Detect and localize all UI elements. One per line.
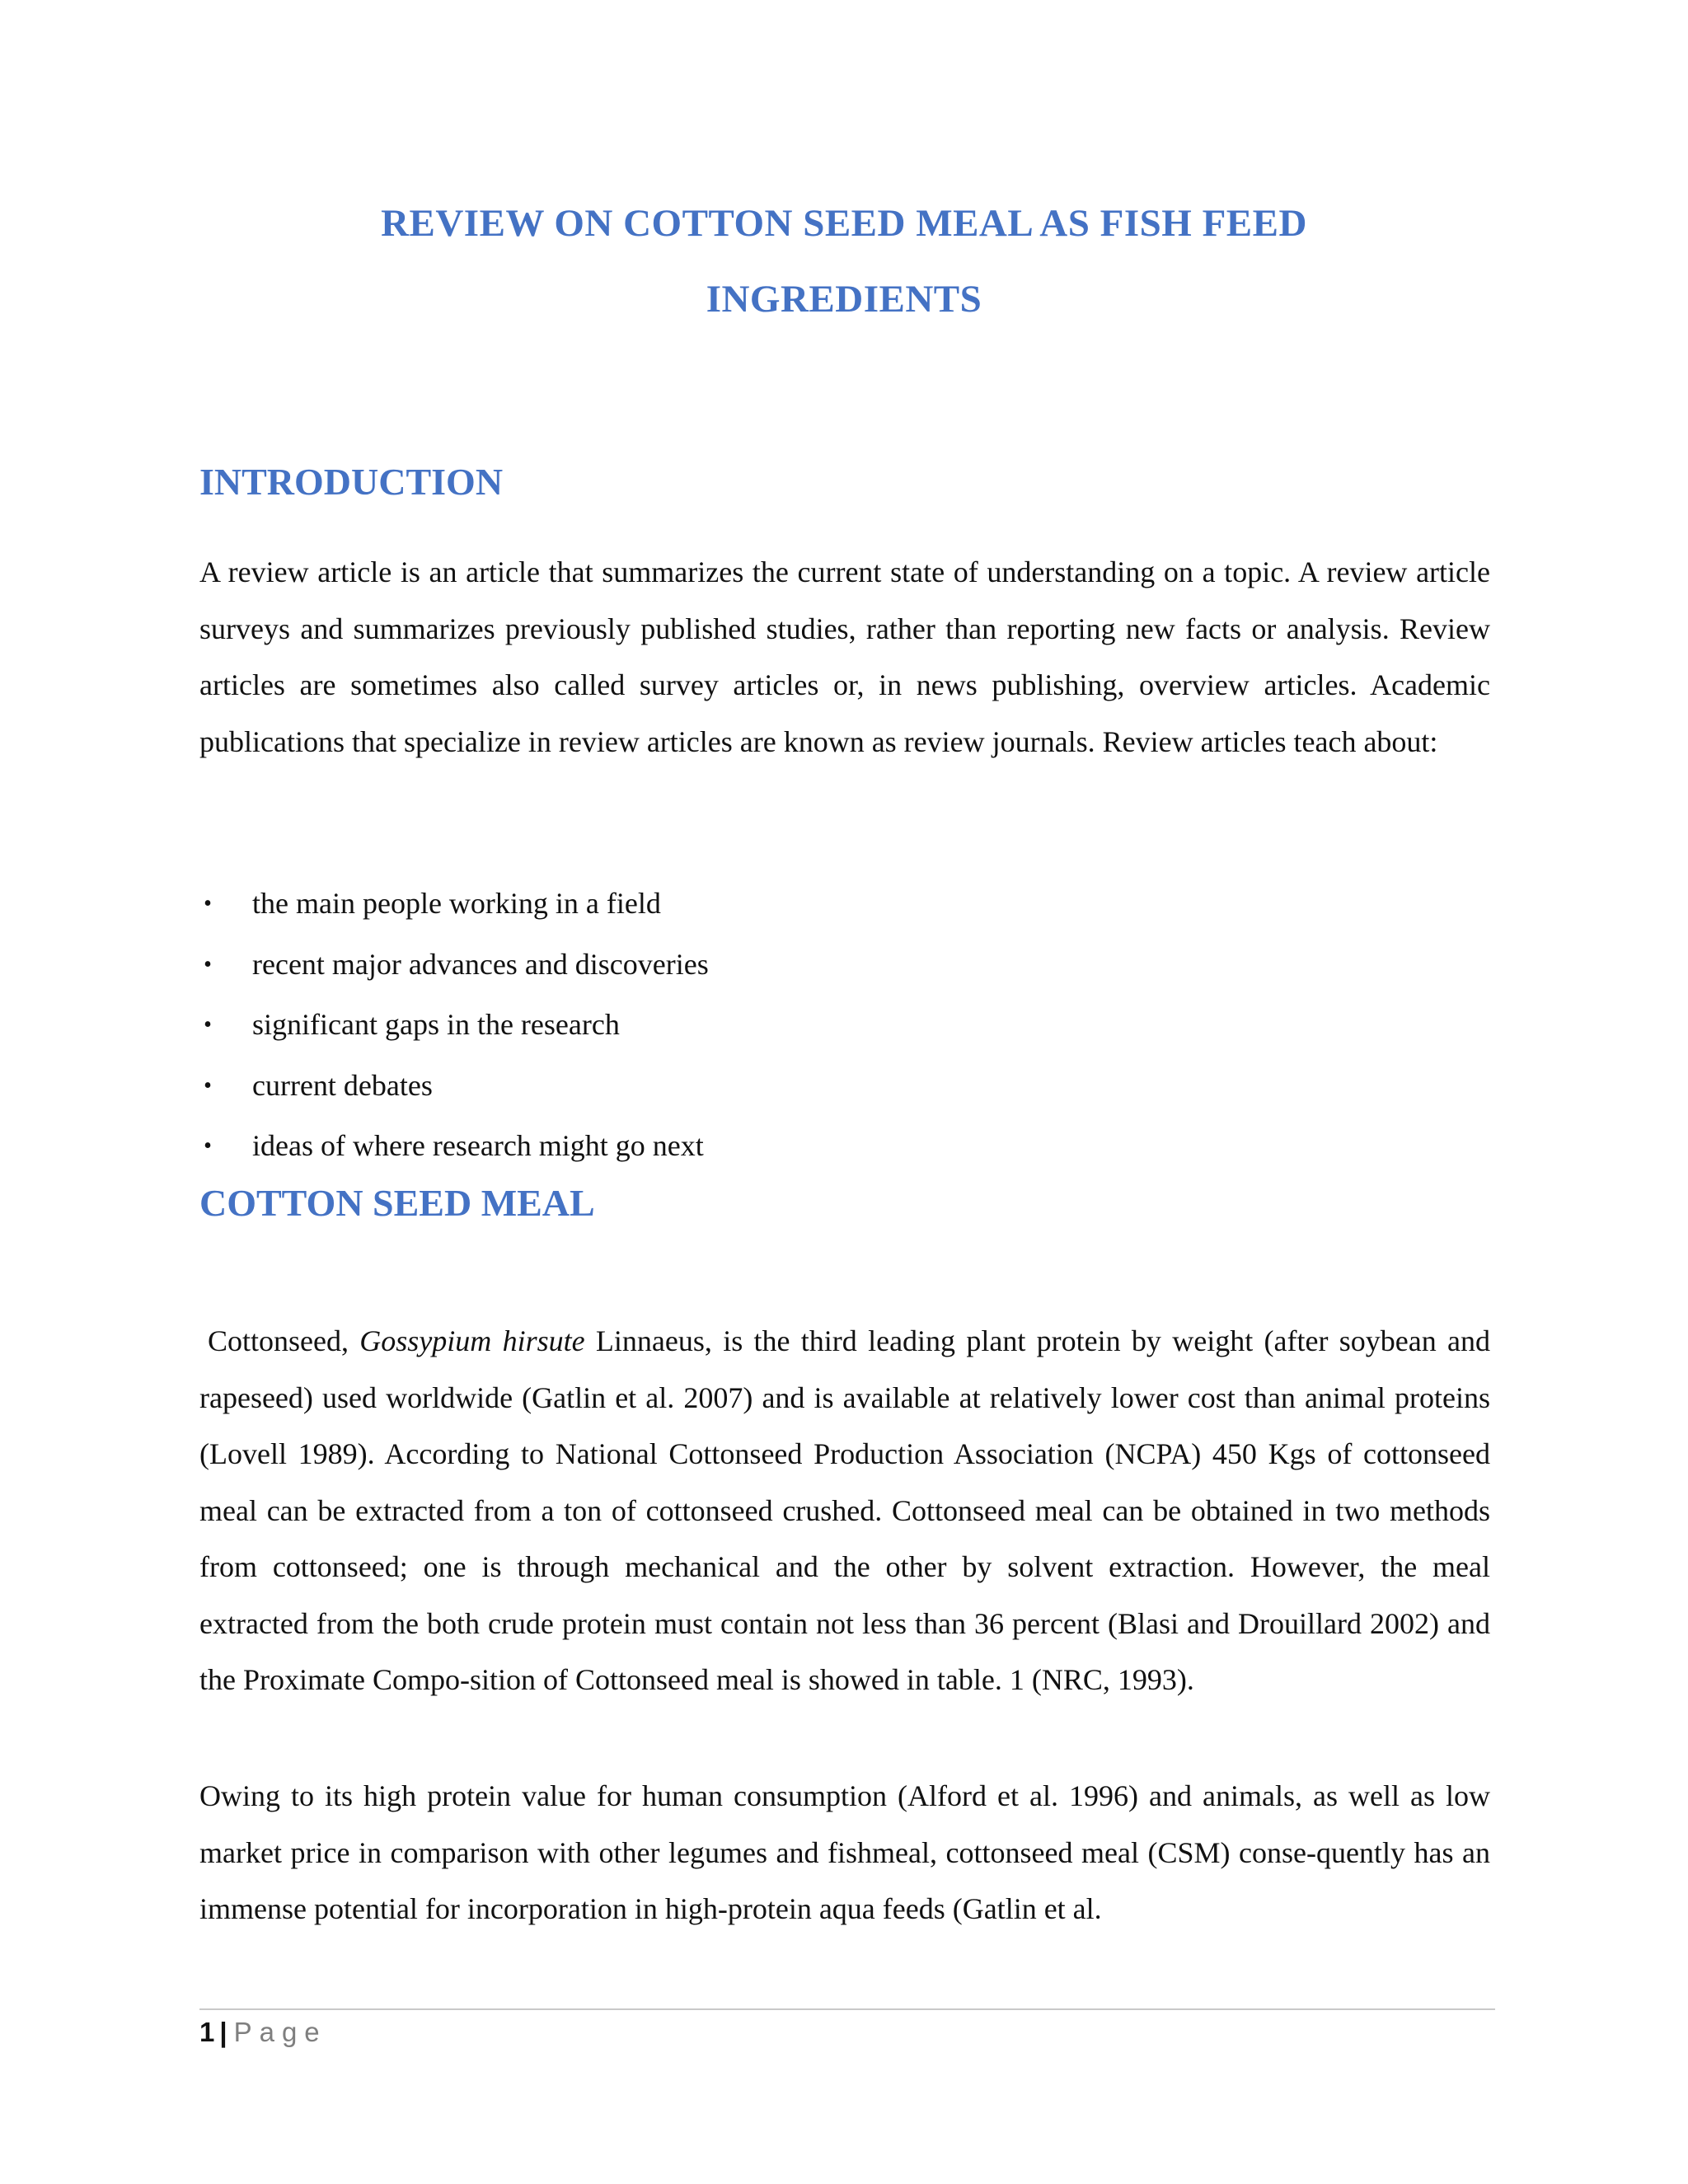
list-item [199,1116,709,1177]
bullet-icon: • [204,891,212,916]
species-name: Gossypium hirsute [359,1324,585,1357]
list-item-text: significant gaps in the research [252,1008,620,1041]
bullet-list [199,874,709,1177]
intro-paragraph: A review article is an article that summarizes the current state of understanding on a topic. A review article surveys and summarizes previously published studies, rather than reporting new facts or analysis. Review articles are sometimes also called survey articles or, in news publishing, overview articles. Academic publications that specialize in review articles are known as review journals. Review articles teach about: [199,555,1490,758]
title-line-2: INGREDIENTS [706,278,982,321]
document-title [0,185,1688,337]
page-label: Page [233,2017,327,2047]
title-line-1: REVIEW ON COTTON SEED MEAL AS FISH FEED [381,202,1307,245]
list-item-text: current debates [252,1068,433,1102]
list-item-text: recent major advances and discoveries [252,947,709,981]
list-item [199,874,709,935]
footer-separator: | [219,2017,227,2047]
list-item [199,995,709,1056]
paragraph-prefix: Cottonseed, [208,1324,349,1357]
section-heading-introduction: INTRODUCTION [199,461,504,503]
list-item [199,935,709,996]
list-item-text: ideas of where research might go next [252,1129,704,1162]
section-heading-cotton-seed-meal: COTTON SEED MEAL [199,1182,595,1224]
cotton-seed-paragraph-1 [199,1313,1490,1708]
page-number: 1 [199,2017,215,2047]
bullet-icon: • [204,1012,212,1038]
list-item [199,1056,709,1117]
cotton-seed-paragraph-2: Owing to its high protein value for human consumption (Alford et al. 1996) and animals, as well as low market price in comparison with other legumes and fishmeal, cottonseed meal (CSM) conse-quently has an immense potential for incorporation in high-protein aqua feeds (Gatlin et al. [199,1779,1490,1925]
bullet-icon: • [204,951,212,977]
bullet-icon: • [204,1133,212,1159]
list-item-text: the main people working in a field [252,887,661,920]
bullet-icon: • [204,1072,212,1099]
page-footer [199,2011,327,2054]
footer-divider [199,2008,1495,2010]
paragraph-body: Linnaeus, is the third leading plant protein by weight (after soybean and rapeseed) used worldwide (Gatlin et al. 2007) and is available at relatively lower cost than animal proteins (Lovell 1989). According to National Cottonseed Production Association (NCPA) 450 Kgs of cottonseed meal can be extracted from a ton of cottonseed crushed. Cottonseed meal can be obtained in two methods from cottonseed; one is through mechanical and the other by solvent extraction. However, the meal extracted from the both crude protein must contain not less than 36 percent (Blasi and Drouillard 2002) and the Proximate Compo-sition of Cottonseed meal is showed in table. 1 (NRC, 1993). [199,1324,1491,1696]
